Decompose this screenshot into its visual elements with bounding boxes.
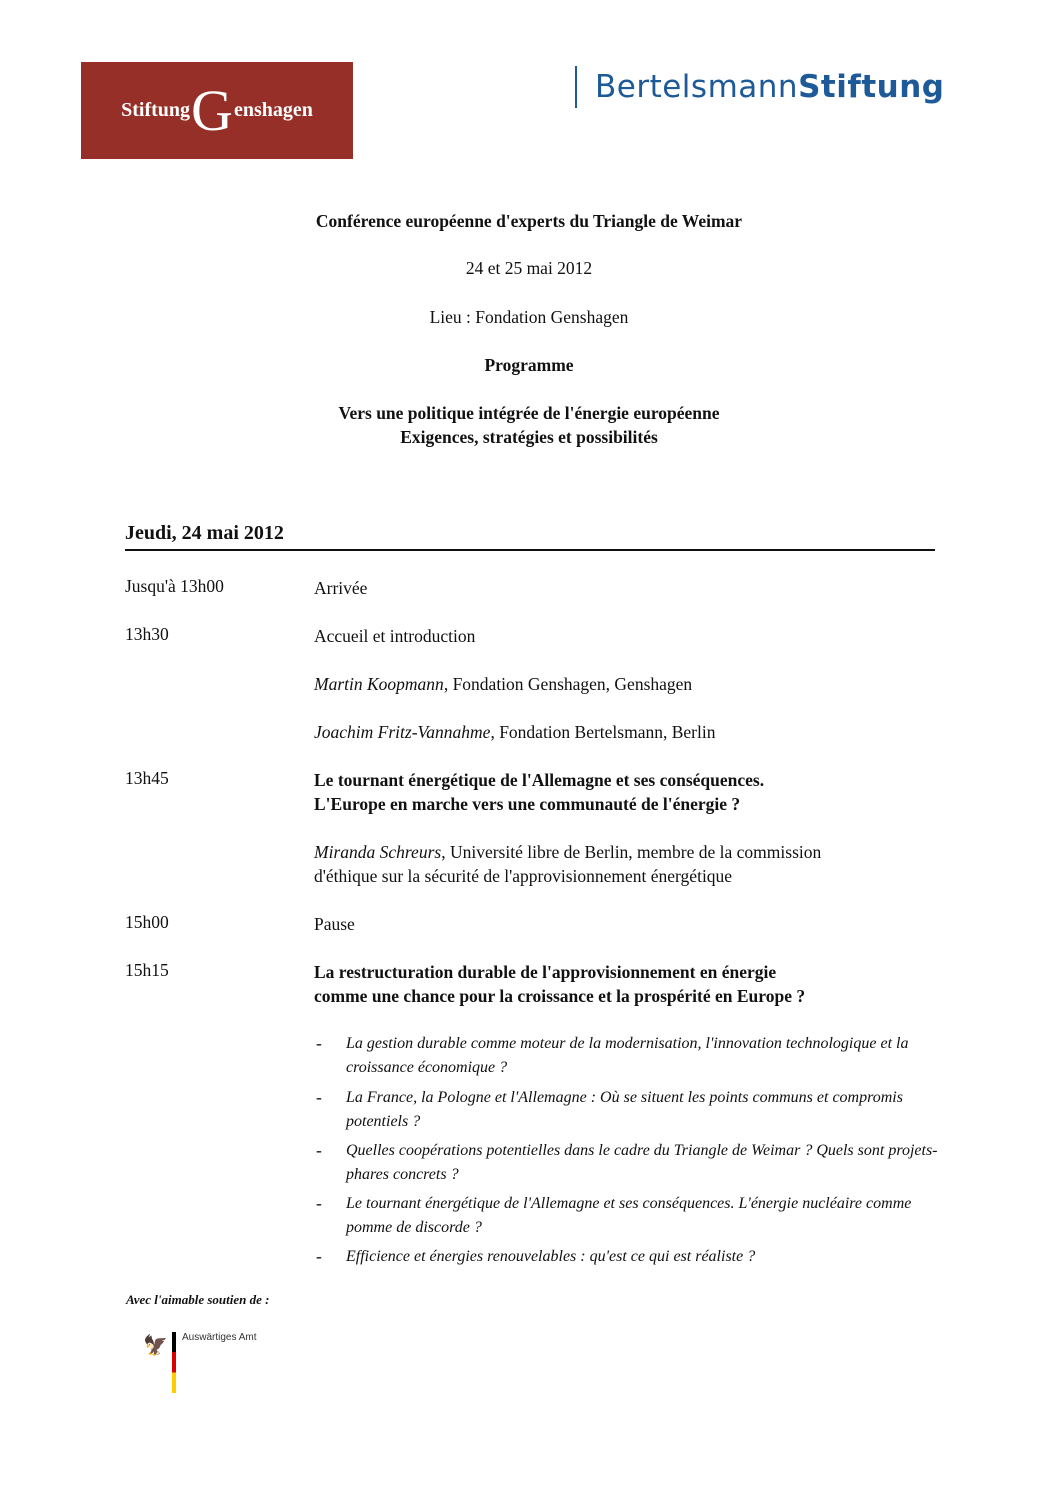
agenda-item: Accueil et introduction [314, 626, 476, 646]
conference-title: Conférence européenne d'experts du Triangle de Weimar [315, 211, 743, 231]
logo-text: Bertelsmann [595, 69, 799, 105]
speaker [314, 840, 939, 888]
session-title-line: Le tournant énergétique de l'Allemagne et ses conséquences. [314, 770, 765, 790]
bullet-dash: - [316, 1193, 322, 1213]
agenda-item: Arrivée [314, 578, 368, 598]
bullet-dash: - [316, 1246, 322, 1266]
conference-venue: Lieu : Fondation Genshagen [429, 307, 629, 327]
agenda-item: Pause [314, 914, 355, 934]
speaker-name: Joachim Fritz-Vannahme [314, 722, 491, 742]
session-title [314, 768, 939, 816]
conference-dates: 24 et 25 mai 2012 [465, 258, 593, 278]
time: 15h00 [125, 912, 169, 932]
speaker [314, 720, 939, 744]
speaker-name: Miranda Schreurs [314, 842, 442, 862]
logo-text: enshagen [233, 99, 313, 121]
bullet-item: La France, la Pologne et l'Allemagne : Où se situent les points communs et compromis potentiels ? [346, 1089, 903, 1130]
logo-text: Stiftung [798, 69, 945, 105]
speaker-name: Martin Koopmann [314, 674, 444, 694]
bullet-item: Quelles coopérations potentielles dans le cadre du Triangle de Weimar ? Quels sont projets-phares concrets ? [346, 1142, 938, 1183]
bullet-dash: - [316, 1140, 322, 1160]
stiftung-genshagen-logo [81, 62, 353, 159]
time: 13h45 [125, 768, 169, 788]
support-label: Avec l'aimable soutien de : [126, 1292, 270, 1307]
logo-text: Stiftung [121, 99, 191, 121]
time: 13h30 [125, 624, 169, 644]
session-title-line: La restructuration durable de l'approvisionnement en énergie [314, 962, 777, 982]
bullet-item: La gestion durable comme moteur de la modernisation, l'innovation technologique et la croissance économique ? [346, 1035, 909, 1076]
programme-subtitle: Vers une politique intégrée de l'énergie européenne [338, 403, 720, 423]
eagle-icon: 🦅 [143, 1335, 168, 1357]
divider [125, 549, 935, 551]
logo-text: G [191, 77, 233, 143]
bullet-dash: - [316, 1087, 322, 1107]
speaker-affiliation: , Fondation Bertelsmann, Berlin [490, 722, 716, 742]
session-title-line: L'Europe en marche vers une communauté de l'énergie ? [314, 794, 741, 814]
speaker-affiliation: d'éthique sur la sécurité de l'approvisionnement énergétique [314, 866, 733, 886]
bullet-dash: - [316, 1033, 322, 1053]
programme-heading: Programme [484, 355, 574, 375]
speaker-affiliation: , Fondation Genshagen, Genshagen [443, 674, 693, 694]
german-flag-bar [172, 1332, 176, 1393]
session-title-line: comme une chance pour la croissance et la prospérité en Europe ? [314, 986, 806, 1006]
bertelsmann-stiftung-logo [575, 66, 944, 108]
bullet-item: Le tournant énergétique de l'Allemagne et ses conséquences. L'énergie nucléaire comme pomme de discorde ? [346, 1195, 912, 1236]
time: Jusqu'à 13h00 [125, 576, 224, 596]
session-title [314, 960, 939, 1008]
time: 15h15 [125, 960, 169, 980]
day-heading: Jeudi, 24 mai 2012 [125, 522, 284, 544]
sponsor-name: Auswärtiges Amt [182, 1332, 257, 1343]
speaker [314, 672, 939, 696]
bullet-item: Efficience et énergies renouvelables : qu'est ce qui est réaliste ? [346, 1248, 756, 1265]
programme-subtitle: Exigences, stratégies et possibilités [400, 427, 658, 447]
speaker-affiliation: , Université libre de Berlin, membre de la commission [441, 842, 822, 862]
